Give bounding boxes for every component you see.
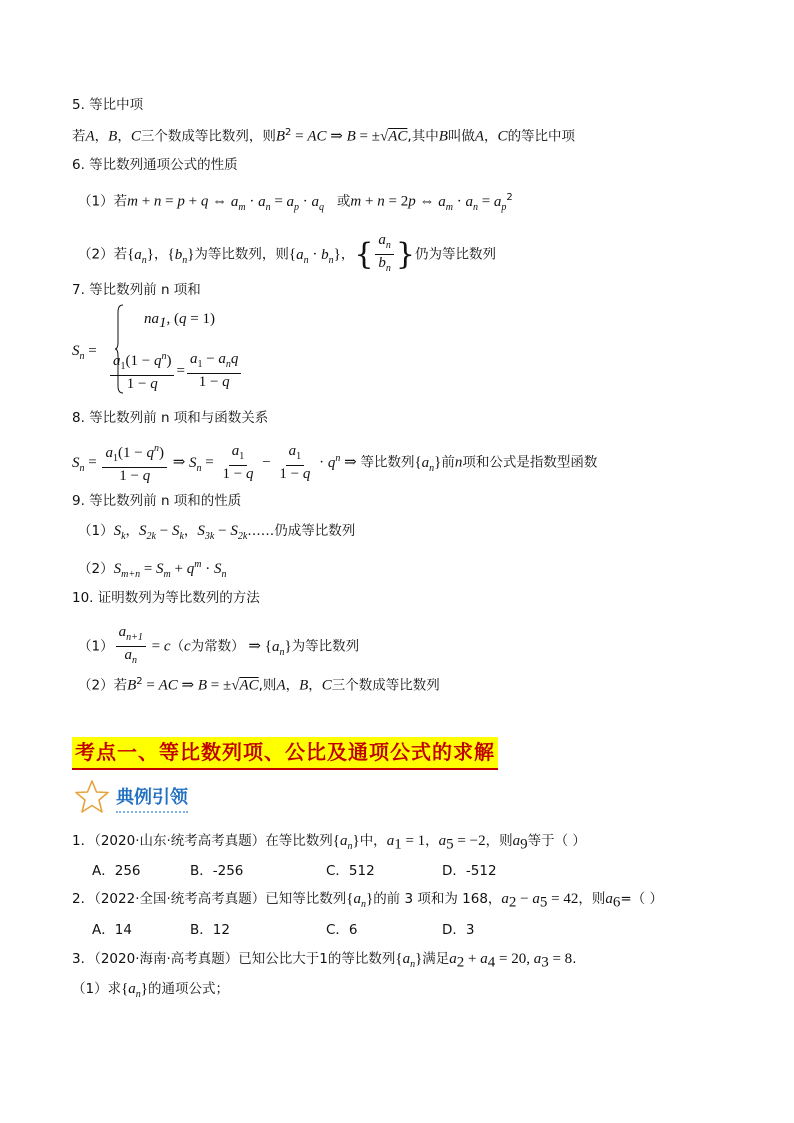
section-9-item-1: $(1)S_k$，$S_{2k} - S_k$，$S_{3k}$ − $S_{2k}\dots\dots$仍成等比数列 [78, 523, 356, 542]
option-d: D．-512 [442, 863, 497, 879]
section-9-item-2: $(2)S_{m+n} = S_m + q^m \cdot S_n$ [78, 559, 227, 580]
question-1: 1．（2020·山东·统考高考真题）在等比数列$\{a_n\}$中，$a_1 = 1$，$a_5 = -2$，则$a_9$等于（ ） [72, 833, 586, 853]
section-8-body: $S_n$ = $\frac{a_1(1 - q^n)}{1 - q}$ ⇒ $S_n$ = $\frac{a_1}{1 - q}$ − $\frac{a_1}{1 - q}$ · $q^n$ ⇒ 等比数列$\{a_n\}$前n项和公式是指数型函数 [72, 440, 597, 485]
sum-formula-piecewise: $S_n$ = $na_1$, (q = 1) $\frac{a_1(1 - q^n)}{1 - q}$ = $\frac{a_1 - a_nq}{1 - q}$ [72, 302, 332, 396]
option-d: D．3 [442, 922, 475, 938]
question-1-options [92, 861, 540, 881]
question-3-part-1: （1）求$\{a_n\}$的通项公式； [72, 981, 229, 1000]
question-3: 3．（2020·海南·高考真题）已知公比大于1的等比数列$\{a_n\}$满足$a_2 + a_4 = 20$, $a_3 = 8$. [72, 951, 577, 971]
section-9-title: 9. 等比数列前 n 项和的性质 [72, 493, 242, 509]
option-c: C．6 [326, 922, 358, 938]
section-10-item-1: （1） $\frac{a_{n+1}}{a_n}$ = c（c为常数） ⇒ $\{a_n\}$为等比数列 [78, 624, 360, 666]
question-2-options [92, 920, 540, 940]
section-6-item-2: （2）若$\{a_n\}$，$\{b_n\}$为等比数列，则$\{a_n \cdot b_n\}$， { $\frac{a_n}{b_n}$ } 仍为等比数列 [78, 232, 496, 274]
section-5-body: 若A，B，C三个数成等比数列，则$B^2$ = AC ⇒ B = ±√AC,其中B叫做A，C的等比中项 [72, 127, 576, 145]
section-6-title: 6. 等比数列通项公式的性质 [72, 157, 238, 173]
section-10-title: 10. 证明数列为等比数列的方法 [72, 590, 260, 606]
option-a: A．14 [92, 922, 132, 938]
section-10-item-2: （2）若$B^2$ = AC ⇒ B = ±√AC,则A，B，C三个数成等比数列 [78, 676, 440, 694]
section-6-item-1: （1）若m + n = p + q ⇔ $a_m \cdot a_n = a_p \cdot a_q$ 或m + n = 2p ⇔ $a_m \cdot a_n = a_p^2$ [78, 192, 513, 213]
option-b: B．12 [190, 922, 230, 938]
section-7-title: 7. 等比数列前 n 项和 [72, 282, 201, 298]
option-b: B．-256 [190, 863, 244, 879]
section-banner: 考点一、等比数列项、公比及通项公式的求解 [72, 737, 498, 770]
section-8-title: 8. 等比数列前 n 项和与函数关系 [72, 410, 269, 426]
option-a: A．256 [92, 863, 141, 879]
star-icon [74, 779, 110, 815]
option-c: C．512 [326, 863, 375, 879]
section-5-title: 5. 等比中项 [72, 97, 144, 113]
question-2: 2．（2022·全国·统考高考真题）已知等比数列$\{a_n\}$的前 3 项和为 168，$a_2 - a_5 = 42$，则$a_6=$（ ） [72, 891, 663, 911]
example-subhead: 典例引领 [116, 786, 188, 813]
